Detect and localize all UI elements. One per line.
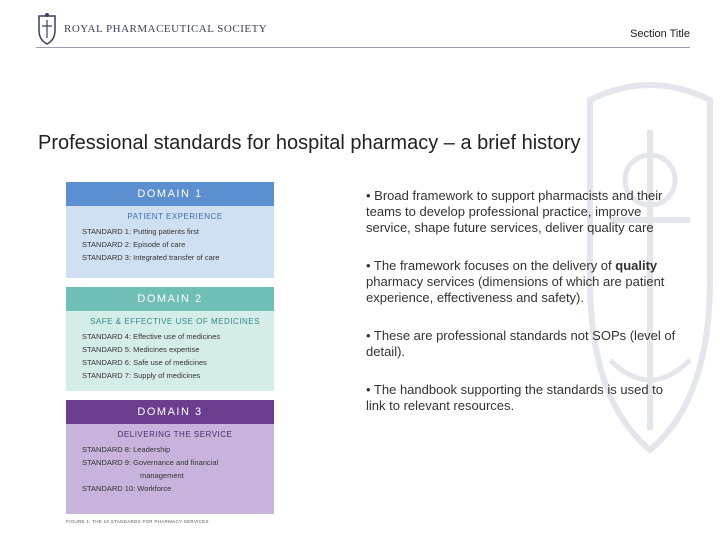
bullet-item [366,258,686,306]
standard-item: management [140,471,184,480]
standard-item: STANDARD 4: Effective use of medicines [82,332,221,341]
standards-figure [66,182,274,524]
bullet-text: • These are professional standards not SOPs (level of detail). [366,328,676,359]
bullet-text: • The framework focuses on the delivery of [366,258,616,273]
org-name: ROYAL PHARMACEUTICAL SOCIETY [64,23,268,35]
standard-item: STANDARD 1: Putting patients first [82,227,199,236]
domain-1-subheading: PATIENT EXPERIENCE [127,212,223,221]
standard-item: STANDARD 2: Episode of care [82,240,186,249]
standard-item: STANDARD 6: Safe use of medicines [82,358,207,367]
bullet-emphasis: quality [615,258,658,273]
bullet-item [366,382,686,414]
figure-caption: FIGURE 1: THE 10 STANDARDS FOR PHARMACY SERVICES [66,519,209,524]
bullet-list [366,188,686,436]
domain-3-body [66,424,274,514]
standard-item: STANDARD 5: Medicines expertise [82,345,200,354]
standard-item: STANDARD 9: Governance and financial [82,458,219,467]
rps-logo [36,12,267,46]
bullet-text: • The handbook supporting the standards is used to link to relevant resources. [366,382,664,413]
slide-title: Professional standards for hospital pharmacy – a brief history [38,132,581,154]
section-title: Section Title [630,28,690,40]
domain-2-subheading: SAFE & EFFECTIVE USE OF MEDICINES [90,317,260,326]
domain-2-panel [66,287,274,391]
domain-1-heading: DOMAIN 1 [66,182,274,206]
domain-3-heading: DOMAIN 3 [66,400,274,424]
bullet-text: pharmacy services (dimensions of which are patient experience, effectiveness and safety). [366,274,665,305]
crest-icon [36,12,58,46]
standard-item: STANDARD 8: Leadership [82,445,171,454]
domain-1-body [66,206,274,278]
domain-3-subheading: DELIVERING THE SERVICE [117,430,233,439]
domain-2-heading: DOMAIN 2 [66,287,274,311]
bullet-item [366,328,686,360]
domain-1-panel [66,182,274,278]
bullet-text: • Broad framework to support pharmacists and their teams to develop professional practice, improve service, shape future services, deliver quality care [366,188,663,235]
standard-item: STANDARD 7: Supply of medicines [82,371,201,380]
bullet-item [366,188,686,236]
domain-2-body [66,311,274,391]
standard-item: STANDARD 10: Workforce [82,484,172,493]
domain-3-panel [66,400,274,514]
standard-item: STANDARD 3: Integrated transfer of care [82,253,220,262]
header-divider [36,47,690,48]
